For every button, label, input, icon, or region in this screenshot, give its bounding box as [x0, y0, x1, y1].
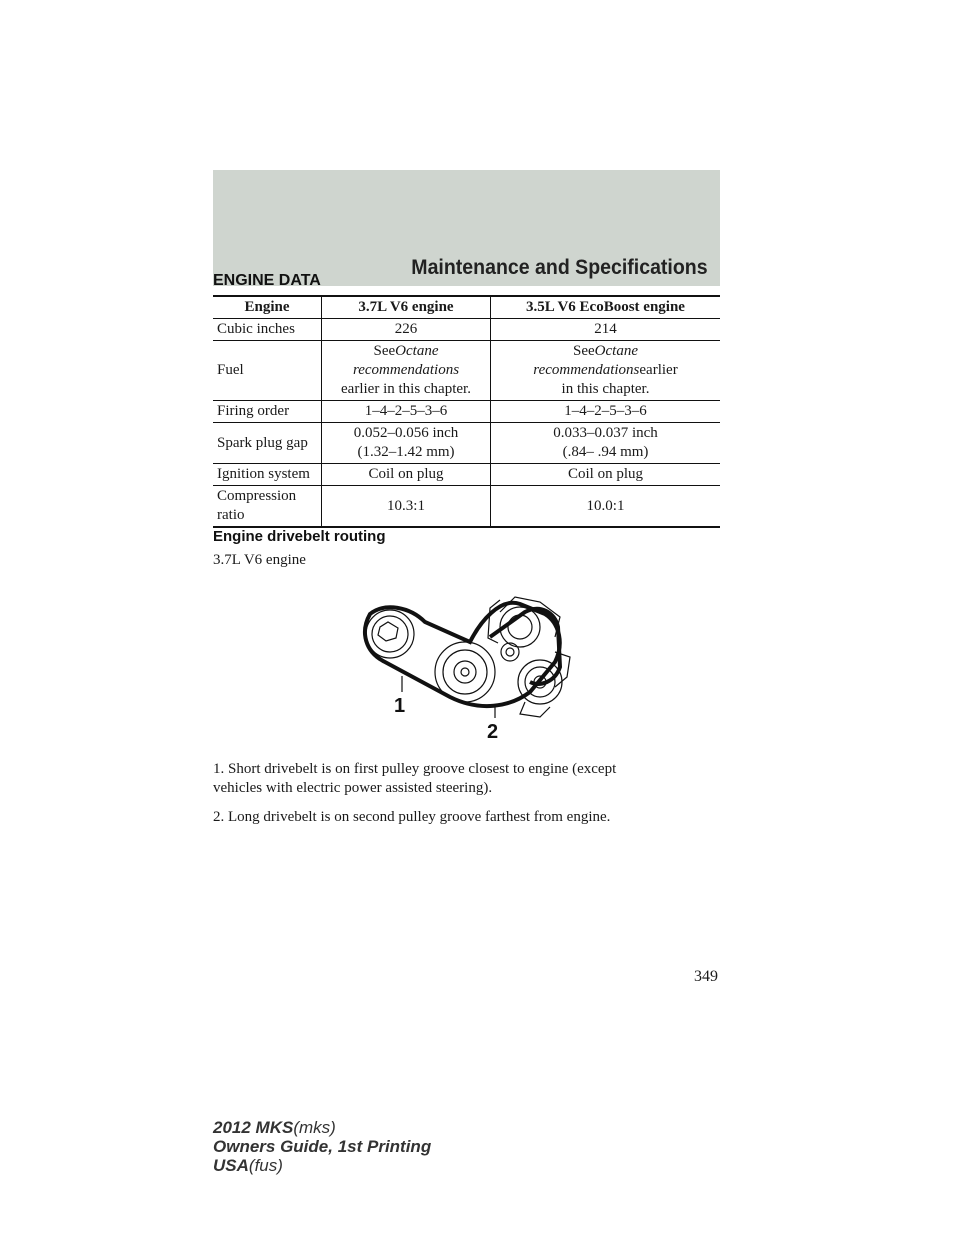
drivebelt-diagram	[350, 582, 590, 746]
row-label: Cubic inches	[213, 319, 322, 341]
engine-data-heading: ENGINE DATA	[213, 272, 321, 289]
cell-text: (.84– .94 mm)	[562, 444, 649, 460]
table-cell	[491, 341, 721, 401]
table-row	[213, 486, 720, 528]
row-label: Firing order	[213, 401, 322, 423]
cell-text: 0.052–0.056 inch	[353, 425, 459, 441]
drivebelt-note-2	[213, 808, 733, 827]
table-header-row	[213, 296, 720, 319]
table-cell: 10.3:1	[322, 486, 491, 528]
section-header-title: Maintenance and Specifications	[411, 256, 708, 279]
document-footer	[213, 1118, 431, 1175]
row-label: Spark plug gap	[213, 423, 322, 464]
octane-reference: recommendations	[352, 362, 460, 378]
table-row	[213, 464, 720, 486]
table-header-cell: Engine	[213, 296, 322, 319]
footer-guide: Owners Guide, 1st Printing	[213, 1137, 432, 1156]
table-cell: 226	[322, 319, 491, 341]
footer-model: 2012 MKS	[213, 1118, 294, 1137]
table-row	[213, 423, 720, 464]
drivebelt-heading: Engine drivebelt routing	[213, 528, 386, 545]
table-cell	[322, 423, 491, 464]
engine-label: 3.7L V6 engine	[213, 552, 306, 568]
table-header-cell: 3.5L V6 EcoBoost engine	[491, 296, 721, 319]
cell-text: See	[373, 343, 396, 359]
table-cell	[491, 423, 721, 464]
table-header-cell: 3.7L V6 engine	[322, 296, 491, 319]
cell-text: Compression	[217, 488, 297, 504]
cell-text: in this chapter.	[561, 381, 650, 397]
cell-text: See	[573, 343, 595, 359]
table-cell: 1–4–2–5–3–6	[491, 401, 721, 423]
cell-text: earlier in this chapter.	[341, 381, 471, 397]
long-drivebelt	[365, 603, 560, 706]
row-label: Ignition system	[213, 464, 322, 486]
octane-reference: Octane	[395, 343, 439, 359]
footer-model-code: (mks)	[293, 1118, 336, 1137]
note-text: 2. Long drivebelt is on second pulley groove farthest from engine.	[213, 809, 611, 825]
callout-1: 1	[394, 695, 406, 717]
footer-market: USA	[213, 1156, 249, 1175]
table-row	[213, 401, 720, 423]
section-header-band	[213, 170, 720, 286]
engine-data-table	[213, 295, 720, 528]
note-text: 1. Short drivebelt is on first pulley groove closest to engine (except	[213, 761, 617, 777]
page-number: 349	[694, 968, 718, 985]
table-cell: Coil on plug	[491, 464, 721, 486]
table-cell: 1–4–2–5–3–6	[322, 401, 491, 423]
table-cell: 10.0:1	[491, 486, 721, 528]
table-cell: 214	[491, 319, 721, 341]
table-cell	[322, 341, 491, 401]
row-label: Fuel	[213, 341, 322, 401]
table-row	[213, 319, 720, 341]
octane-reference: recommendations	[533, 362, 640, 378]
cell-text: (1.32–1.42 mm)	[357, 444, 455, 460]
footer-market-code: (fus)	[248, 1156, 283, 1175]
cell-text: 0.033–0.037 inch	[553, 425, 658, 441]
row-label	[213, 486, 322, 528]
octane-reference: Octane	[594, 343, 638, 359]
drivebelt-note-1	[213, 760, 733, 798]
cell-text: ratio	[217, 507, 245, 523]
cell-text: earlier	[639, 362, 678, 378]
callout-2: 2	[487, 721, 499, 743]
note-text: vehicles with electric power assisted steering).	[213, 780, 493, 796]
table-row	[213, 341, 720, 401]
table-cell: Coil on plug	[322, 464, 491, 486]
